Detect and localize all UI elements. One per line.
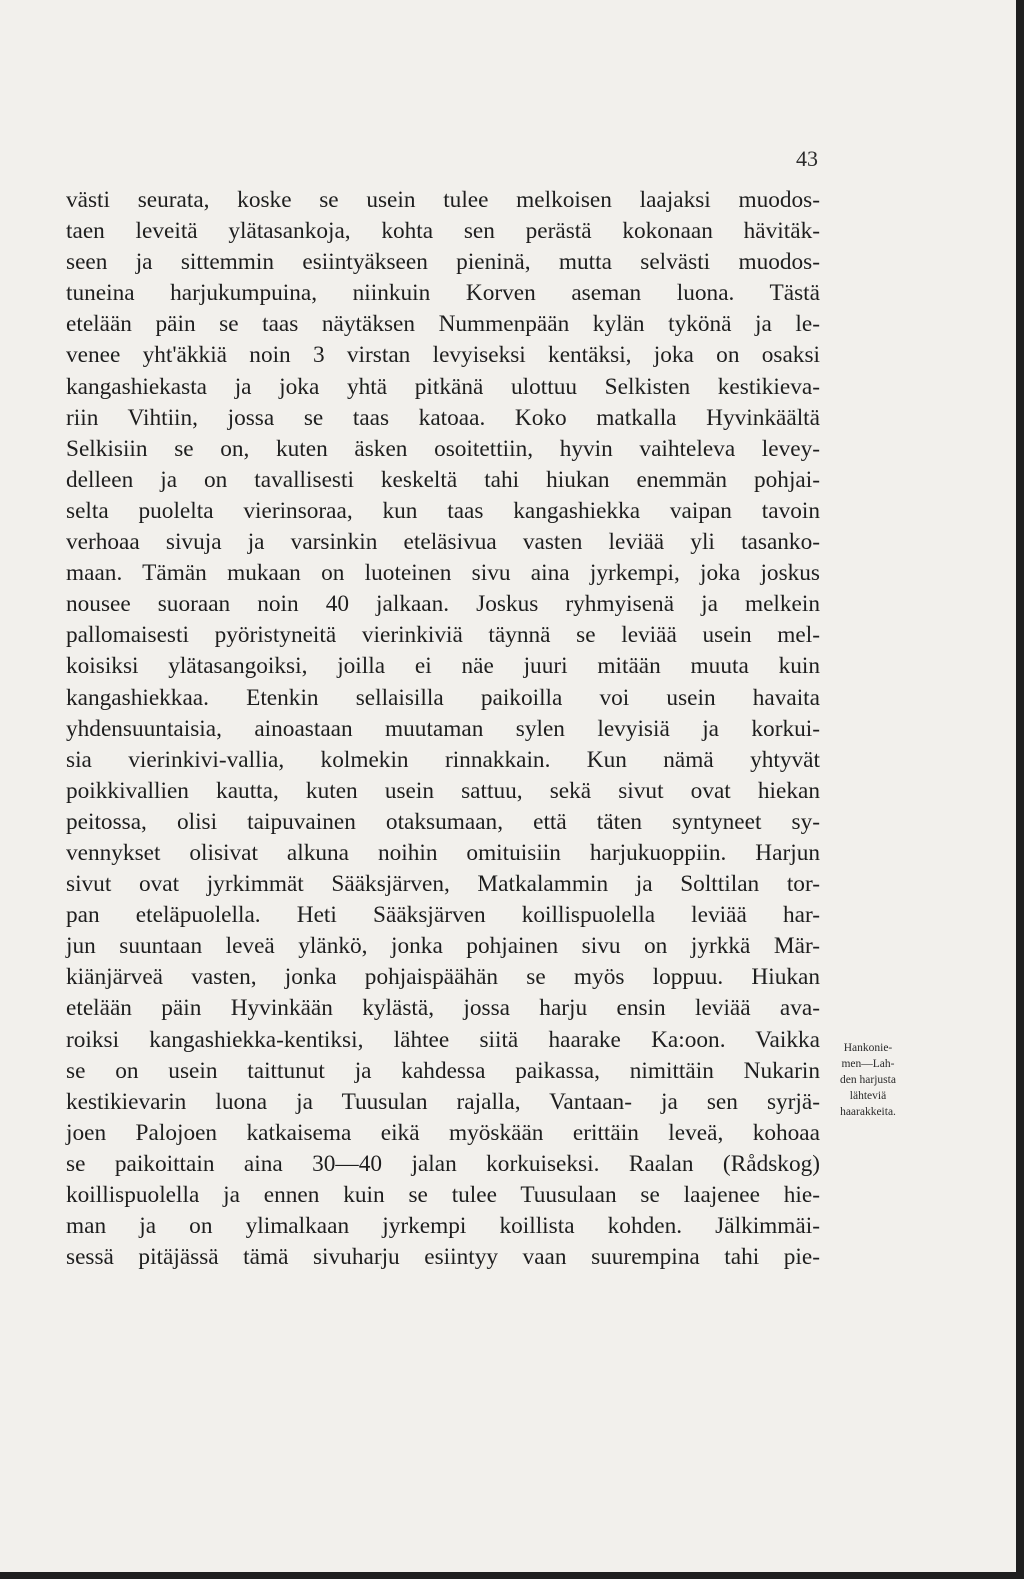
text-line: pallomaisesti pyöristyneitä vierinkiviä täynnä se leviää usein mel- bbox=[66, 622, 820, 649]
text-line: etelään päin Hyvinkään kylästä, jossa harju ensin leviää ava- bbox=[66, 995, 820, 1022]
text-line: sivut ovat jyrkimmät Sääksjärven, Matkalammin ja Solttilan tor- bbox=[66, 871, 820, 898]
margin-note-line: men—Lah- bbox=[841, 1058, 895, 1070]
scan-edge-bottom bbox=[0, 1572, 1024, 1579]
text-line: kangashiekasta ja joka yhtä pitkänä ulottuu Selkisten kestikieva- bbox=[66, 373, 820, 400]
text-line: delleen ja on tavallisesti keskeltä tahi hiukan enemmän pohjai- bbox=[66, 466, 820, 493]
page-number: 43 bbox=[796, 146, 818, 171]
text-line: roiksi kangashiekka-kentiksi, lähtee siitä haarake Ka:oon. Vaikka bbox=[66, 1026, 820, 1053]
text-line: jun suuntaan leveä ylänkö, jonka pohjainen sivu on jyrkkä Mär- bbox=[66, 933, 820, 960]
margin-note-line: Hankonie- bbox=[843, 1042, 893, 1054]
body-text bbox=[66, 185, 820, 1273]
text-line: maan. Tämän mukaan on luoteinen sivu aina jyrkempi, joka joskus bbox=[66, 560, 820, 587]
text-line: kangashiekkaa. Etenkin sellaisilla paikoilla voi usein havaita bbox=[66, 684, 820, 711]
scan-edge-right bbox=[1016, 0, 1024, 1579]
text-line: kiänjärveä vasten, jonka pohjaispäähän se myös loppuu. Hiukan bbox=[66, 964, 820, 991]
text-line: etelään päin se taas näytäksen Nummenpään kylän tykönä ja le- bbox=[66, 311, 820, 338]
margin-note-line: den harjusta bbox=[840, 1074, 896, 1086]
text-line: koisiksi ylätasangoiksi, joilla ei näe juuri mitään muuta kuin bbox=[66, 653, 820, 680]
text-line: poikkivallien kautta, kuten usein sattuu, sekä sivut ovat hiekan bbox=[66, 777, 820, 804]
text-line: joen Palojoen katkaisema eikä myöskään erittäin leveä, kohoaa bbox=[66, 1119, 820, 1146]
text-line: selta puolelta vierinsoraa, kun taas kangashiekka vaipan tavoin bbox=[66, 497, 820, 524]
text-line: kestikievarin luona ja Tuusulan rajalla, Vantaan- ja sen syrjä- bbox=[66, 1088, 820, 1115]
text-line: vennykset olisivat alkuna noihin omituisiin harjukuoppiin. Harjun bbox=[66, 839, 820, 866]
text-line: sessä pitäjässä tämä sivuharju esiintyy vaan suurempina tahi pie- bbox=[66, 1244, 820, 1271]
text-line: verhoaa sivuja ja varsinkin eteläsivua vasten leviää yli tasanko- bbox=[66, 529, 820, 556]
text-line: yhdensuuntaisia, ainoastaan muutaman sylen levyisiä ja korkui- bbox=[66, 715, 820, 742]
margin-note bbox=[822, 1040, 914, 1120]
text-line: se on usein taittunut ja kahdessa paikassa, nimittäin Nukarin bbox=[66, 1057, 820, 1084]
text-line: koillispuolella ja ennen kuin se tulee Tuusulaan se laajenee hie- bbox=[66, 1182, 820, 1208]
margin-note-line: haarakkeita. bbox=[840, 1106, 896, 1118]
text-line: seen ja sittemmin esiintyäkseen pieninä, mutta selvästi muodos- bbox=[66, 249, 820, 276]
text-line: pan eteläpuolella. Heti Sääksjärven koillispuolella leviää har- bbox=[66, 902, 820, 929]
text-line: riin Vihtiin, jossa se taas katoaa. Koko matkalla Hyvinkäältä bbox=[66, 404, 820, 431]
text-line: se paikoittain aina 30—40 jalan korkuiseksi. Raalan (Rådskog) bbox=[66, 1150, 820, 1177]
text-line: venee yht'äkkiä noin 3 virstan levyiseksi kentäksi, joka on osaksi bbox=[66, 342, 820, 369]
text-line: taen leveitä ylätasankoja, kohta sen perästä kokonaan hävitäk- bbox=[66, 218, 820, 245]
text-line: nousee suoraan noin 40 jalkaan. Joskus ryhmyisenä ja melkein bbox=[66, 591, 820, 618]
text-line: västi seurata, koske se usein tulee melkoisen laajaksi muodos- bbox=[66, 187, 820, 213]
text-line: tuneina harjukumpuina, niinkuin Korven aseman luona. Tästä bbox=[66, 280, 820, 307]
margin-note-line: lähteviä bbox=[849, 1090, 887, 1102]
text-line: sia vierinkivi-vallia, kolmekin rinnakkain. Kun nämä yhtyvät bbox=[66, 746, 820, 773]
text-line: Selkisiin se on, kuten äsken osoitettiin, hyvin vaihteleva levey- bbox=[66, 435, 820, 462]
text-line: man ja on ylimalkaan jyrkempi koillista kohden. Jälkimmäi- bbox=[66, 1213, 820, 1240]
text-line: peitossa, olisi taipuvainen otaksumaan, että täten syntyneet sy- bbox=[66, 808, 820, 835]
